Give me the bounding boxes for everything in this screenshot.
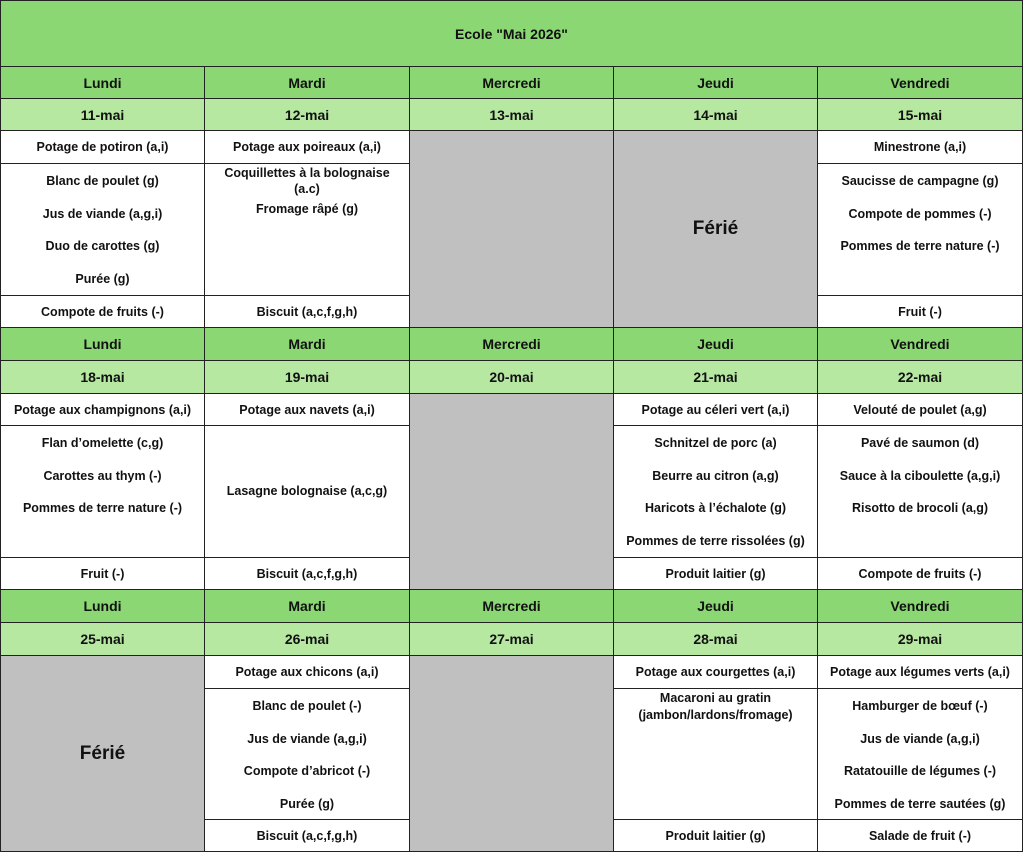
day-header [0, 328, 205, 361]
date-label: 22-mai [897, 369, 943, 385]
menu-item: Beurre au citron (a,g) [652, 468, 779, 483]
date-label: 26-mai [284, 631, 330, 647]
menu-item: Saucisse de campagne (g) [841, 174, 999, 188]
menu-item: Risotto de brocoli (a,g) [851, 501, 989, 515]
date-label: 13-mai [489, 106, 534, 123]
main-course-cell [205, 164, 410, 296]
menu-item: Pommes de terre nature (-) [22, 501, 183, 515]
dessert-cell [818, 820, 1023, 852]
menu-item: Pommes de terre rissolées (g) [626, 533, 805, 548]
day-header [0, 67, 205, 99]
day-name: Vendredi [890, 74, 950, 91]
menu-item: Purée (g) [75, 271, 130, 286]
menu-item: Lasagne bolognaise (a,c,g) [226, 484, 388, 499]
main-course-cell [0, 426, 205, 558]
date-cell [205, 99, 410, 131]
day-name: Mardi [288, 598, 326, 614]
menu-item: Potage aux chicons (a,i) [235, 665, 379, 679]
soup-cell [818, 394, 1023, 426]
menu-item: Schnitzel de porc (a) [654, 436, 777, 450]
closed-block [410, 656, 614, 852]
menu-item: Ratatouille de légumes (-) [843, 764, 997, 778]
menu-item: Compote de fruits (-) [858, 566, 982, 581]
day-name: Mercredi [482, 336, 541, 352]
soup-cell [205, 131, 410, 164]
page-title-text: Ecole "Mai 2026" [455, 25, 568, 42]
dessert-cell [614, 558, 818, 590]
date-cell [410, 361, 614, 394]
day-header [205, 590, 410, 623]
soup-cell [205, 394, 410, 426]
dessert-cell [818, 558, 1023, 590]
menu-item: Blanc de poulet (g) [46, 174, 159, 188]
date-cell [614, 623, 818, 656]
dessert-cell [818, 296, 1023, 328]
date-cell [205, 361, 410, 394]
holiday-label: Férié [79, 742, 126, 764]
holiday-label: Férié [692, 218, 739, 239]
day-name: Lundi [83, 598, 122, 614]
menu-item: Coquillettes à la bolognaise (a.c) [224, 166, 390, 196]
menu-item: Compote d’abricot (-) [243, 764, 371, 778]
main-course-cell [614, 689, 818, 820]
date-cell [0, 99, 205, 131]
main-course-cell [818, 164, 1023, 296]
main-course-cell [0, 164, 205, 296]
menu-item: Potage aux poireaux (a,i) [233, 140, 381, 154]
date-label: 18-mai [80, 369, 125, 385]
menu-item: Jus de viande (a,g,i) [247, 731, 367, 746]
date-cell [410, 623, 614, 656]
menu-item: Potage aux légumes verts (a,i) [830, 665, 1010, 679]
main-course-cell [205, 689, 410, 820]
day-header [0, 590, 205, 623]
menu-item: Produit laitier (g) [665, 828, 766, 843]
menu-item: Potage aux courgettes (a,i) [635, 665, 796, 679]
menu-item: Salade de fruit (-) [868, 828, 972, 843]
day-name: Lundi [83, 74, 122, 91]
day-name: Lundi [83, 336, 122, 352]
day-name: Mardi [288, 74, 326, 91]
day-header [614, 590, 818, 623]
menu-item: Compote de pommes (-) [848, 206, 992, 221]
day-header [614, 67, 818, 99]
day-header [410, 67, 614, 99]
menu-item: Jus de viande (a,g,i) [860, 731, 980, 746]
dessert-cell [614, 820, 818, 852]
day-header [818, 67, 1023, 99]
date-label: 27-mai [489, 631, 534, 647]
menu-item: Biscuit (a,c,f,g,h) [256, 566, 358, 581]
closed-block [410, 131, 614, 328]
soup-cell [818, 656, 1023, 689]
menu-item: Velouté de poulet (a,g) [853, 402, 987, 417]
day-name: Vendredi [890, 336, 950, 352]
closed-block [410, 394, 614, 590]
day-header [410, 328, 614, 361]
menu-item: Macaroni au gratin (jambon/lardons/fromage) [638, 691, 793, 722]
day-header [205, 328, 410, 361]
date-label: 11-mai [80, 106, 125, 123]
day-name: Jeudi [697, 598, 734, 614]
date-label: 12-mai [284, 106, 330, 123]
date-label: 15-mai [897, 106, 943, 123]
day-name: Mardi [288, 336, 326, 352]
menu-item: Pommes de terre sautées (g) [834, 796, 1006, 811]
date-label: 25-mai [80, 631, 125, 647]
dessert-cell [205, 820, 410, 852]
date-label: 19-mai [284, 369, 330, 385]
date-cell [614, 99, 818, 131]
menu-item: Hamburger de bœuf (-) [852, 699, 988, 713]
page-title [0, 0, 1023, 67]
menu-item: Carottes au thym (-) [43, 468, 162, 483]
menu-item: Flan d’omelette (c,g) [41, 436, 164, 450]
holiday-block [0, 656, 205, 852]
menu-item: Purée (g) [279, 796, 335, 811]
date-label: 14-mai [693, 106, 738, 123]
menu-item: Compote de fruits (-) [41, 304, 164, 319]
date-label: 20-mai [489, 369, 534, 385]
main-course-cell [614, 426, 818, 558]
menu-item: Potage aux navets (a,i) [239, 402, 375, 417]
date-cell [0, 361, 205, 394]
dessert-cell [205, 558, 410, 590]
day-name: Vendredi [890, 598, 950, 614]
day-header [818, 328, 1023, 361]
date-label: 29-mai [897, 631, 943, 647]
soup-cell [0, 394, 205, 426]
dessert-cell [0, 296, 205, 328]
dessert-cell [205, 296, 410, 328]
dessert-cell [0, 558, 205, 590]
menu-item: Potage au céleri vert (a,i) [641, 402, 790, 417]
menu-item: Potage aux champignons (a,i) [13, 402, 192, 417]
day-name: Mercredi [482, 74, 541, 91]
soup-cell [818, 131, 1023, 164]
menu-item: Biscuit (a,c,f,g,h) [256, 828, 358, 843]
menu-item: Duo de carottes (g) [45, 239, 160, 253]
date-cell [410, 99, 614, 131]
day-header [205, 67, 410, 99]
date-cell [818, 361, 1023, 394]
menu-item: Fruit (-) [80, 566, 125, 581]
main-course-cell [205, 426, 410, 558]
soup-cell [614, 656, 818, 689]
soup-cell [205, 656, 410, 689]
menu-item: Haricots à l’échalote (g) [644, 501, 786, 515]
day-header [614, 328, 818, 361]
soup-cell [614, 394, 818, 426]
menu-item: Sauce à la ciboulette (a,g,i) [839, 468, 1001, 483]
menu-item: Fruit (-) [898, 304, 942, 319]
date-cell [818, 623, 1023, 656]
main-course-cell [818, 426, 1023, 558]
day-name: Jeudi [697, 336, 734, 352]
day-name: Jeudi [697, 74, 734, 91]
date-cell [614, 361, 818, 394]
soup-cell [0, 131, 205, 164]
date-label: 28-mai [693, 631, 738, 647]
menu-item: Produit laitier (g) [665, 566, 766, 581]
day-header [818, 590, 1023, 623]
menu-item: Fromage râpé (g) [255, 202, 359, 216]
date-cell [818, 99, 1023, 131]
menu-item: Biscuit (a,c,f,g,h) [256, 304, 358, 319]
menu-item: Pavé de saumon (d) [860, 436, 980, 450]
day-name: Mercredi [482, 598, 541, 614]
date-cell [0, 623, 205, 656]
menu-item: Blanc de poulet (-) [252, 699, 362, 713]
date-cell [205, 623, 410, 656]
date-label: 21-mai [693, 369, 738, 385]
holiday-block [614, 131, 818, 328]
main-course-cell [818, 689, 1023, 820]
menu-item: Jus de viande (a,g,i) [42, 206, 163, 221]
menu-item: Pommes de terre nature (-) [840, 239, 1000, 253]
menu-item: Potage de potiron (a,i) [36, 140, 169, 154]
day-header [410, 590, 614, 623]
menu-item: Minestrone (a,i) [873, 140, 967, 154]
